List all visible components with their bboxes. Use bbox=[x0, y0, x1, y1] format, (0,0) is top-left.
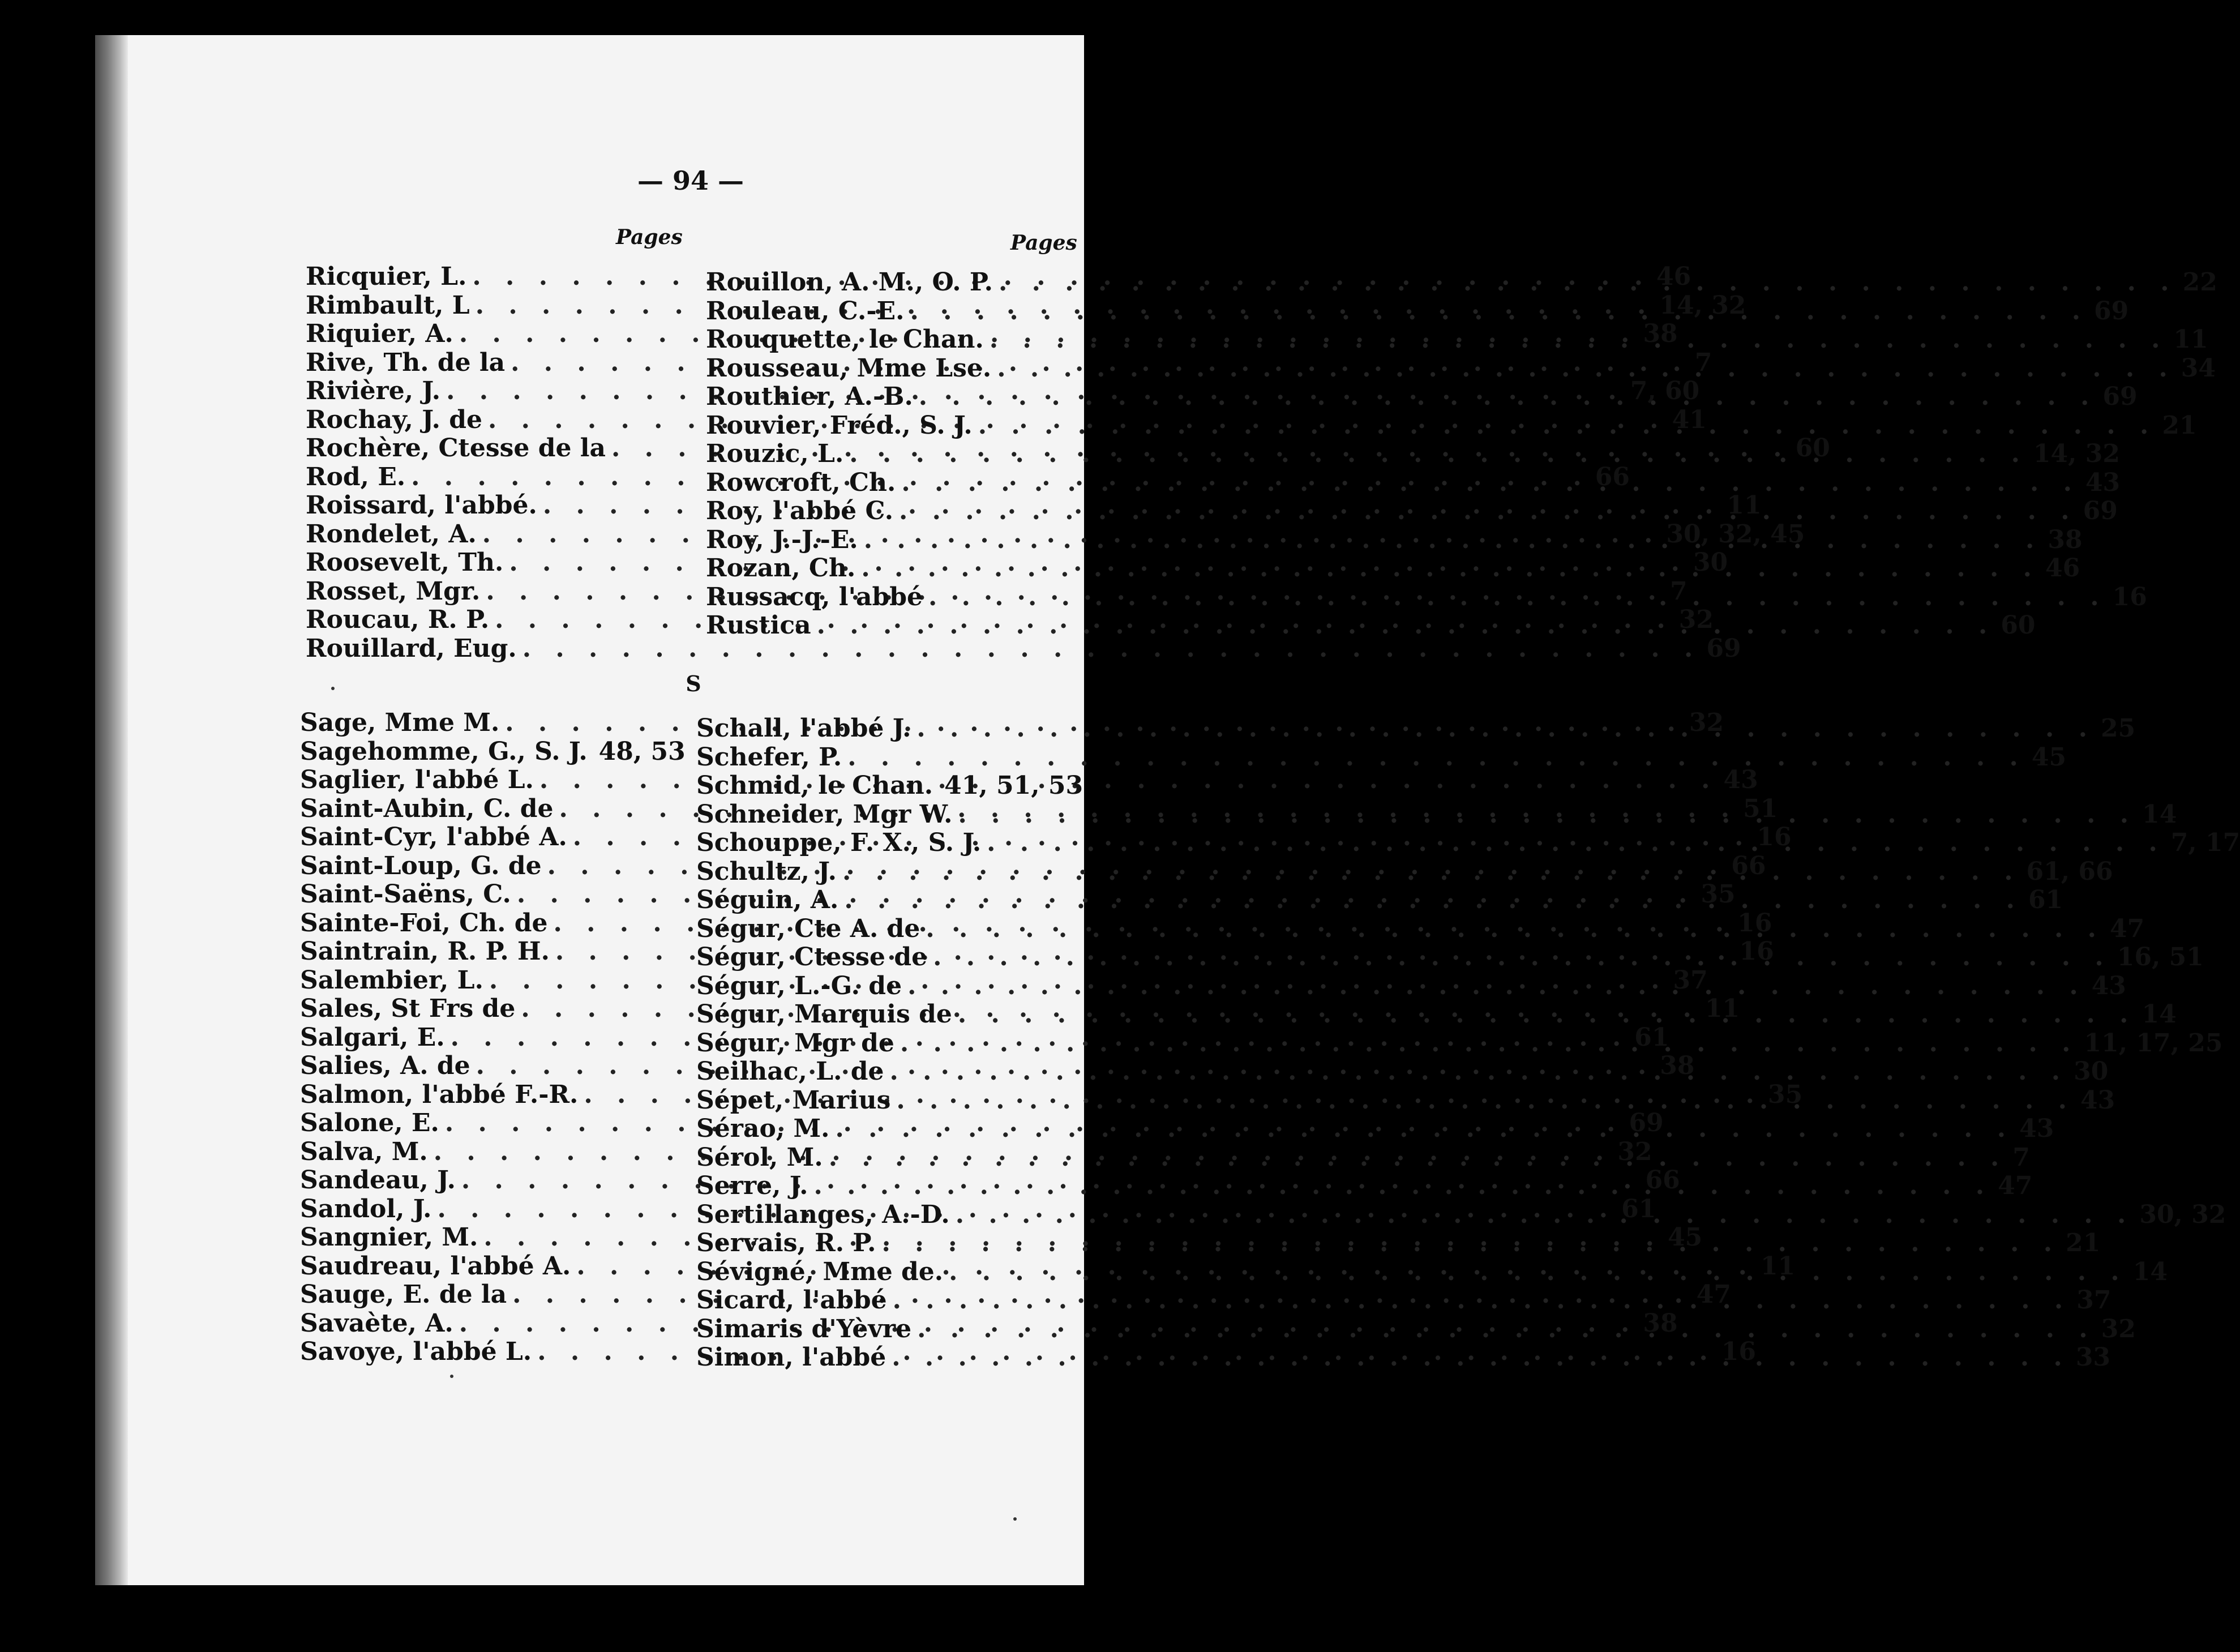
dot-leader bbox=[892, 1343, 2070, 1372]
dot-leader bbox=[817, 611, 1995, 640]
entry-pages: 43 bbox=[2019, 1114, 2054, 1143]
dot-leader bbox=[842, 858, 2021, 887]
entry-pages: 66 bbox=[1595, 462, 1630, 491]
entry-pages: 16 bbox=[2112, 582, 2147, 611]
entry-name: Savoye, l'abbé L. bbox=[300, 1337, 532, 1366]
entry-pages: 61 bbox=[1621, 1194, 1656, 1223]
entry-name: Sainte-Foi, Ch. de bbox=[300, 908, 548, 938]
entry-pages: 69 bbox=[1629, 1109, 1664, 1137]
dot-leader bbox=[958, 1000, 2136, 1029]
entry-name: Ségur, L.-G. de bbox=[696, 971, 902, 1000]
dot-leader bbox=[849, 440, 2028, 469]
index-entry bbox=[706, 353, 2216, 383]
print-speck bbox=[450, 1375, 453, 1378]
dot-leader bbox=[813, 1172, 1992, 1201]
dot-leader bbox=[978, 412, 2157, 440]
entry-pages: 61 bbox=[1634, 1022, 1669, 1052]
entry-pages: 32 bbox=[1678, 605, 1714, 634]
dot-leader bbox=[997, 354, 2175, 383]
index-entry bbox=[306, 634, 1741, 664]
entry-name: Sandeau, J. bbox=[300, 1166, 456, 1195]
entry-pages: 33 bbox=[2075, 1343, 2111, 1372]
entry-name: Rosset, Mgr. bbox=[306, 576, 481, 606]
pages-header-right: Pages bbox=[1010, 231, 1077, 255]
entry-pages: 7 bbox=[2012, 1142, 2030, 1172]
dot-leader bbox=[896, 1086, 2075, 1115]
dot-leader bbox=[881, 1229, 2060, 1258]
entry-name: Rozan, Ch. bbox=[706, 554, 856, 583]
entry-pages: 21 bbox=[2066, 1229, 2101, 1257]
index-entry bbox=[696, 742, 2067, 772]
dot-leader bbox=[919, 383, 2097, 412]
entry-name: Rousseau, Mme Lse. bbox=[706, 353, 992, 383]
entry-pages: 47 bbox=[1696, 1280, 1731, 1309]
entry-pages: 60 bbox=[2001, 611, 2036, 640]
dot-leader bbox=[899, 497, 2078, 526]
entry-pages: 45 bbox=[1668, 1223, 1703, 1252]
entry-name: Roy, l'abbé C. bbox=[706, 497, 894, 525]
entry-pages: 43 bbox=[2085, 468, 2121, 497]
entry-name: Roissard, l'abbé. bbox=[306, 491, 537, 520]
entry-pages: 35 bbox=[1701, 880, 1736, 909]
entry-name: Sérao, M. bbox=[696, 1114, 830, 1143]
dot-leader bbox=[864, 526, 2042, 555]
page-number: — 94 — bbox=[637, 165, 744, 196]
index-entry bbox=[696, 857, 2113, 887]
entry-name: Schefer, P. bbox=[696, 742, 842, 772]
entry-name: Rouvier, Fréd., S. J. bbox=[706, 410, 973, 440]
entry-pages: 14, 32 bbox=[1659, 290, 1746, 320]
dot-leader bbox=[844, 886, 2023, 915]
page-binding-shadow bbox=[95, 35, 128, 1585]
entry-name: Saint-Aubin, C. de bbox=[300, 794, 554, 823]
entry-name: Salmon, l'abbé F.-R. bbox=[300, 1080, 579, 1109]
index-entry bbox=[706, 582, 2147, 612]
entry-pages: 14 bbox=[2132, 1257, 2168, 1286]
entry-name: Sandol, J. bbox=[300, 1194, 432, 1223]
entry-pages: 45 bbox=[2031, 742, 2067, 772]
entry-pages: 60 bbox=[1795, 434, 1830, 463]
entry-name: Schmid, le Chan. bbox=[696, 771, 933, 800]
entry-name: Rondelet, A. bbox=[306, 519, 477, 549]
entry-name: Roosevelt, Th. bbox=[306, 548, 504, 577]
entry-pages: 69 bbox=[2102, 382, 2138, 411]
entry-pages: 38 bbox=[1643, 1308, 1678, 1338]
entry-name: Seilhac, L. de bbox=[696, 1057, 884, 1086]
entry-name: Salies, A. de bbox=[300, 1051, 470, 1080]
entry-name: Ségur, Marquis de bbox=[696, 1000, 952, 1029]
entry-pages: 37 bbox=[2076, 1286, 2111, 1315]
entry-name: Séguin, A. bbox=[696, 885, 839, 914]
entry-pages: 47 bbox=[1998, 1171, 2033, 1200]
entry-name: Sauge, E. de la bbox=[300, 1280, 507, 1309]
entry-pages: 14 bbox=[2142, 1000, 2177, 1029]
entry-name: Serre, J. bbox=[696, 1171, 808, 1200]
entry-name: Sales, St Frs de bbox=[300, 994, 516, 1023]
entry-pages: 41 bbox=[1672, 405, 1707, 434]
entry-pages: 43 bbox=[2091, 971, 2126, 1000]
entry-name: Rivière, J. bbox=[306, 376, 441, 405]
entry-name: Rouquette, le Chan. bbox=[706, 325, 984, 354]
dot-leader bbox=[928, 583, 2107, 612]
entry-name: Saglier, l'abbé L. bbox=[300, 765, 534, 794]
index-entry bbox=[696, 943, 2204, 972]
entry-pages: 7 bbox=[1669, 576, 1688, 606]
dot-leader bbox=[861, 554, 2040, 583]
dot-leader bbox=[901, 469, 2080, 498]
dot-leader bbox=[926, 915, 2104, 944]
entry-name: Rouzic, L. bbox=[706, 439, 844, 468]
entry-pages: 43 bbox=[1723, 765, 1758, 794]
entry-name: Roucau, R. P. bbox=[306, 605, 490, 634]
entry-name: Sicard, l'abbé bbox=[696, 1286, 887, 1315]
entry-pages: 16, 51 bbox=[2117, 943, 2204, 971]
entry-pages: 30 bbox=[2074, 1057, 2109, 1086]
entry-name: Routhier, A.-B. bbox=[706, 382, 913, 411]
entry-pages: 43 bbox=[2080, 1085, 2115, 1115]
entry-pages: 30, 32, 45 bbox=[1666, 519, 1805, 549]
entry-name: Rowcroft, Ch. bbox=[706, 468, 896, 497]
dot-leader bbox=[933, 943, 2111, 972]
index-entry bbox=[696, 771, 1083, 801]
entry-name: Russacq, l'abbé bbox=[706, 582, 923, 611]
entry-name: Simon, l'abbé bbox=[696, 1343, 886, 1372]
entry-pages: 16 bbox=[1739, 937, 1774, 966]
entry-pages: 7, 60 bbox=[1630, 376, 1700, 405]
entry-name: Ricquier, L. bbox=[306, 262, 467, 291]
entry-pages: 21 bbox=[2162, 410, 2197, 440]
entry-name: Saintrain, R. P. H. bbox=[300, 937, 550, 966]
entry-pages: 34 bbox=[2181, 353, 2216, 383]
dot-leader bbox=[949, 1258, 2127, 1287]
entry-pages: 69 bbox=[2094, 296, 2129, 326]
entry-name: Salva, M. bbox=[300, 1137, 428, 1166]
entry-pages: 35 bbox=[1767, 1080, 1803, 1109]
entry-pages: 16 bbox=[1721, 1337, 1757, 1366]
entry-pages: 41, 51, 53 bbox=[944, 771, 1083, 800]
entry-name: Sagehomme, G., S. J. bbox=[300, 737, 588, 766]
entry-pages: 32 bbox=[1689, 708, 1724, 737]
entry-name: Rouillard, Eug. bbox=[306, 634, 517, 663]
entry-name: Riquier, A. bbox=[306, 319, 453, 348]
entry-name: Ségur, Cte A. de bbox=[696, 914, 920, 943]
entry-name: Savaète, A. bbox=[300, 1308, 453, 1338]
entry-name: Ségur, Ctesse de bbox=[696, 943, 928, 971]
section-letter-heading: S bbox=[686, 671, 701, 696]
entry-name: Sérol, M. bbox=[696, 1142, 823, 1172]
dot-leader bbox=[893, 1286, 2071, 1315]
entry-name: Schall, l'abbé J. bbox=[696, 714, 911, 743]
entry-name: Roy, J.-J.-E. bbox=[706, 525, 858, 554]
dot-leader bbox=[958, 801, 2136, 829]
dot-leader bbox=[956, 1201, 2134, 1230]
entry-pages: 69 bbox=[2083, 497, 2118, 525]
entry-pages: 61 bbox=[2028, 885, 2063, 914]
entry-pages: 11 bbox=[1727, 491, 1762, 520]
entry-name: Rive, Th. de la bbox=[306, 348, 506, 377]
entry-pages: 7, 17 bbox=[2170, 828, 2240, 857]
entry-name: Saint-Loup, G. de bbox=[300, 851, 542, 880]
entry-pages: 32 bbox=[2101, 1314, 2136, 1343]
entry-pages: 32 bbox=[1617, 1137, 1652, 1166]
entry-name: Schouppe, F. X., S. J. bbox=[696, 828, 982, 857]
entry-pages: 14, 32 bbox=[2033, 439, 2121, 468]
entry-pages: 11 bbox=[1704, 994, 1740, 1023]
entry-pages: 51 bbox=[1743, 794, 1778, 823]
entry-pages: 30, 32 bbox=[2139, 1200, 2226, 1229]
dot-leader bbox=[987, 829, 2165, 858]
entry-pages: 30 bbox=[1693, 548, 1728, 577]
entry-name: Ségur, Mgr de bbox=[696, 1028, 894, 1058]
entry-name: Rod, E. bbox=[306, 462, 406, 491]
entry-pages: 47 bbox=[2109, 914, 2145, 943]
entry-name: Servais, R. P. bbox=[696, 1229, 876, 1257]
dot-leader bbox=[999, 268, 2177, 297]
entry-name: Saudreau, l'abbé A. bbox=[300, 1251, 571, 1281]
entry-name: Schneider, Mgr W. bbox=[696, 799, 953, 829]
entry-name: Sertillanges, A.-D. bbox=[696, 1200, 950, 1229]
entry-pages: 7 bbox=[1694, 348, 1712, 377]
entry-name: Salgari, E. bbox=[300, 1022, 445, 1052]
entry-pages: 11 bbox=[1760, 1251, 1796, 1281]
print-speck bbox=[1013, 1517, 1017, 1521]
entry-pages: 38 bbox=[2048, 525, 2083, 554]
entry-pages: 61, 66 bbox=[2026, 857, 2113, 886]
entry-name: Rustica bbox=[706, 611, 811, 640]
entry-pages: 46 bbox=[2045, 554, 2080, 583]
entry-pages: 16 bbox=[1737, 908, 1772, 938]
index-entry bbox=[300, 737, 686, 767]
entry-name: Sangnier, M. bbox=[300, 1223, 478, 1252]
pages-header-left: Pages bbox=[616, 225, 683, 249]
entry-name: Saint-Saëns, C. bbox=[300, 880, 511, 909]
dot-leader bbox=[847, 743, 2026, 772]
entry-pages: 48, 53 bbox=[598, 737, 686, 766]
entry-name: Rouleau, C.-E. bbox=[706, 296, 905, 326]
entry-pages: 16 bbox=[1757, 823, 1792, 851]
entry-name: Rouillon, A. M., O. P. bbox=[706, 268, 993, 297]
entry-name: Simaris d'Yèvre bbox=[696, 1314, 912, 1343]
entry-name: Sépet, Marius bbox=[696, 1085, 891, 1115]
entry-pages: 11 bbox=[2173, 325, 2208, 354]
dot-leader bbox=[835, 1115, 2014, 1144]
entry-pages: 66 bbox=[1645, 1166, 1680, 1195]
entry-pages: 38 bbox=[1660, 1051, 1695, 1080]
dot-leader bbox=[889, 1058, 2068, 1086]
entry-pages: 11, 17, 25 bbox=[2084, 1028, 2223, 1058]
entry-name: Rimbault, L bbox=[306, 290, 470, 320]
entry-pages: 22 bbox=[2182, 268, 2217, 297]
entry-name: Sévigné, Mme de. bbox=[696, 1257, 944, 1286]
dot-leader bbox=[990, 326, 2168, 354]
dot-leader bbox=[917, 1315, 2096, 1344]
dot-leader bbox=[829, 1144, 2007, 1172]
entry-name: Salone, E. bbox=[300, 1109, 439, 1137]
entry-pages: 25 bbox=[2101, 714, 2136, 743]
entry-pages: 69 bbox=[1706, 634, 1741, 663]
entry-name: Saint-Cyr, l'abbé A. bbox=[300, 823, 567, 851]
entry-pages: 46 bbox=[1656, 262, 1691, 291]
entry-pages: 37 bbox=[1673, 965, 1708, 995]
dot-leader bbox=[910, 297, 2088, 326]
entry-pages: 38 bbox=[1643, 319, 1678, 348]
dot-leader bbox=[916, 714, 2095, 743]
entry-name: Rochère, Ctesse de la bbox=[306, 434, 606, 463]
dot-leader bbox=[907, 972, 2086, 1001]
entry-pages: 14 bbox=[2142, 799, 2177, 829]
print-speck bbox=[331, 687, 335, 690]
entry-name: Schultz, J. bbox=[696, 857, 837, 886]
entry-pages: 66 bbox=[1731, 851, 1766, 880]
entry-name: Sage, Mme M. bbox=[300, 708, 500, 737]
dot-leader bbox=[900, 1029, 2079, 1058]
entry-name: Salembier, L. bbox=[300, 965, 483, 995]
entry-name: Rochay, J. de bbox=[306, 405, 482, 434]
